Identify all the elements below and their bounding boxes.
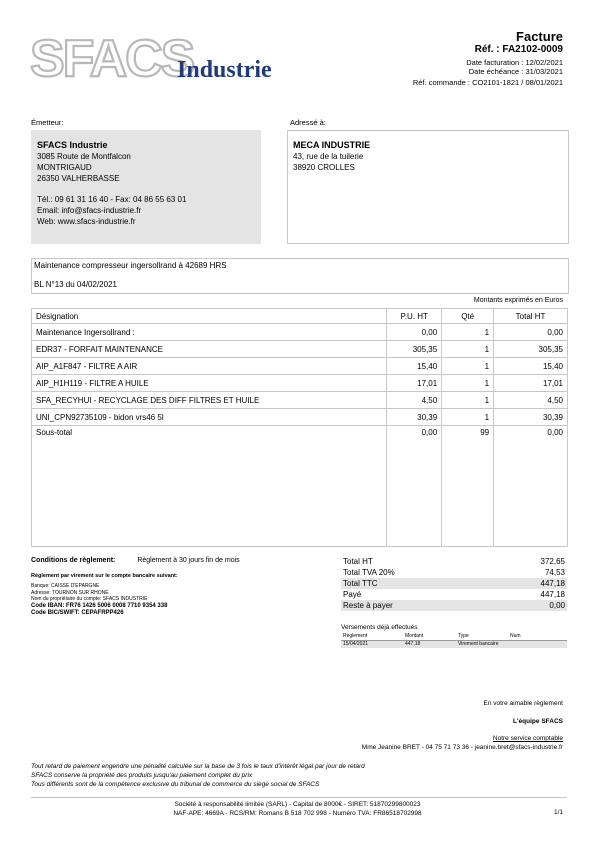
reference-line-1: Maintenance compresseur ingersollrand à 42689 HRS xyxy=(34,261,227,270)
row-qty: 1 xyxy=(442,358,494,375)
row-unit-price: 17,01 xyxy=(387,375,442,392)
currency-note: Montants exprimés en Euros xyxy=(473,297,563,304)
issuer-label: Émetteur: xyxy=(31,118,64,127)
row-qty: 1 xyxy=(442,375,494,392)
payment-row: 15/04/2021 447,18 Virement bancaire xyxy=(341,641,567,648)
col-unit-price: P.U. HT xyxy=(387,309,442,324)
team-signature: L'équipe SFACS xyxy=(513,718,563,725)
row-unit-price: 30,39 xyxy=(387,409,442,426)
row-designation: SFA_RECYHUI - RECYCLAGE DES DIFF FILTRES ET HUILE xyxy=(32,392,387,409)
bic: Code BIC/SWIFT: CEPAFRPP426 xyxy=(31,610,124,616)
row-total: 0,00 xyxy=(494,426,568,547)
row-total: 305,35 xyxy=(494,341,568,358)
document-title: Facture xyxy=(516,29,563,44)
row-unit-price: 305,35 xyxy=(387,341,442,358)
invoice-reference: Réf. : FA2102-0009 xyxy=(474,44,563,55)
payments-header: Règlement Montant Type Num xyxy=(341,633,567,641)
paid-row: Payé 447,18 xyxy=(343,590,565,599)
row-designation: Sous-total xyxy=(32,426,387,547)
row-designation: Maintenance Ingersollrand : xyxy=(32,324,387,341)
table-row xyxy=(32,358,568,375)
row-designation: EDR37 - FORFAIT MAINTENANCE xyxy=(32,341,387,358)
conditions-label: Conditions de règlement: xyxy=(31,557,116,564)
recipient-address-1: 43, rue de la tuilerie xyxy=(293,152,364,161)
total-ht-row: Total HT 372,65 xyxy=(343,557,565,566)
footer-line: NAF-APE: 4669A - RCS/RM: Romans B 518 702 998 - Numéro TVA: FR86518702998 xyxy=(173,810,422,817)
issuer-name: SFACS Industrie xyxy=(37,140,108,150)
row-total: 15,40 xyxy=(494,358,568,375)
row-qty: 99 xyxy=(442,426,494,547)
transfer-title: Règlement par virement sur le compte bancaire suivant: xyxy=(31,573,178,579)
legal-line: Tous différents sont de la compétence exclusive du tribunal de commerce du siège social de SFACS xyxy=(31,781,320,788)
accounting-service: Notre service comptable xyxy=(492,735,563,742)
issuer-address-2: MONTRIGAUD xyxy=(37,163,92,172)
row-qty: 1 xyxy=(442,392,494,409)
total-tva-row: Total TVA 20% 74,53 xyxy=(343,568,565,577)
remaining-row: Reste à payer 0,00 xyxy=(343,601,565,610)
payments-title: Versements déjà effectués xyxy=(341,624,418,631)
total-ttc-row: Total TTC 447,18 xyxy=(343,579,565,588)
company-logo xyxy=(30,30,290,86)
row-total: 17,01 xyxy=(494,375,568,392)
row-unit-price: 4,50 xyxy=(387,392,442,409)
row-total: 4,50 xyxy=(494,392,568,409)
table-row xyxy=(32,375,568,392)
row-total: 30,39 xyxy=(494,409,568,426)
row-unit-price: 0,00 xyxy=(387,426,442,547)
items-table xyxy=(31,308,568,547)
table-row xyxy=(32,392,568,409)
footer-line: Société à responsabilité limitée (SARL) - Capital de 8000€ - SIRET: 51870299800023 xyxy=(174,801,421,808)
page-number: 1/1 xyxy=(553,809,563,816)
reference-box xyxy=(31,258,569,294)
recipient-label: Adressé à: xyxy=(290,118,326,127)
row-designation: AIP_H1H119 - FILTRE A HUILE xyxy=(32,375,387,392)
footer-divider xyxy=(31,797,567,798)
col-qty: Qté xyxy=(442,309,494,324)
table-row xyxy=(32,341,568,358)
row-qty: 1 xyxy=(442,324,494,341)
due-date: Date échéance : 31/03/2021 xyxy=(468,67,563,76)
issuer-phone: Tél.: 09 61 31 16 40 - Fax: 04 86 55 63 01 xyxy=(37,195,187,204)
payment-conditions xyxy=(31,557,331,618)
recipient-box xyxy=(287,130,569,244)
account-owner: Nom du propriétaire du compte: SFACS INDUSTRIE xyxy=(31,596,148,602)
col-designation: Désignation xyxy=(32,309,387,324)
row-designation: UNI_CPN92735109 - bidon vrs46 5l xyxy=(32,409,387,426)
legal-line: Tout retard de paiement engendre une pénalité calculée sur la base de 3 fois le taux d'intérêt légal par jour de retard xyxy=(31,763,365,770)
closing-text: En votre aimable règlement xyxy=(483,700,563,707)
accounting-contact: Mme Jeanine BRET - 04 75 71 73 36 - jeanine.bret@sfacs-industrie.fr xyxy=(361,744,563,751)
recipient-name: MECA INDUSTRIE xyxy=(293,140,371,150)
issuer-email: Email: info@sfacs-industrie.fr xyxy=(37,206,142,215)
issuer-address-1: 3085 Route de Montfalcon xyxy=(37,152,131,161)
col-total: Total HT xyxy=(494,309,568,324)
iban: Code IBAN: FR76 1426 5006 0008 7710 9354 338 xyxy=(31,602,168,609)
conditions-value: Règlement à 30 jours fin de mois xyxy=(137,557,240,564)
company-footer xyxy=(0,800,595,818)
svg-text:Industrie: Industrie xyxy=(177,57,272,83)
row-qty: 1 xyxy=(442,409,494,426)
row-unit-price: 15,40 xyxy=(387,358,442,375)
row-designation: AIP_A1F847 - FILTRE A AIR xyxy=(32,358,387,375)
row-unit-price: 0,00 xyxy=(387,324,442,341)
legal-line: SFACS conserve la propriété des produits jusqu'au paiement complet du prix xyxy=(31,772,253,779)
table-header xyxy=(32,309,568,324)
subtotal-row xyxy=(32,426,568,547)
table-row xyxy=(32,324,568,341)
bank-name: Banque: CAISSE D'EPARGNE xyxy=(31,583,100,589)
reference-line-2: BL N°13 du 04/02/2021 xyxy=(34,280,117,289)
order-reference: Réf. commande : CO2101-1821 / 08/01/2021 xyxy=(412,78,563,87)
legal-notice xyxy=(31,762,365,789)
bank-address: Adresse: TOURNON SUR RHONE xyxy=(31,589,109,596)
table-row xyxy=(32,409,568,426)
payments-made xyxy=(341,624,567,648)
totals-block xyxy=(341,556,567,611)
issuer-web: Web: www.sfacs-industrie.fr xyxy=(37,217,136,226)
recipient-address-2: 38920 CROLLES xyxy=(293,163,355,172)
row-qty: 1 xyxy=(442,341,494,358)
invoice-date: Date facturation : 12/02/2021 xyxy=(466,58,563,67)
issuer-address-3: 26350 VALHERBASSE xyxy=(37,174,120,183)
svg-text:SFACS: SFACS xyxy=(30,30,194,86)
issuer-box xyxy=(31,130,261,244)
row-total: 0,00 xyxy=(494,324,568,341)
